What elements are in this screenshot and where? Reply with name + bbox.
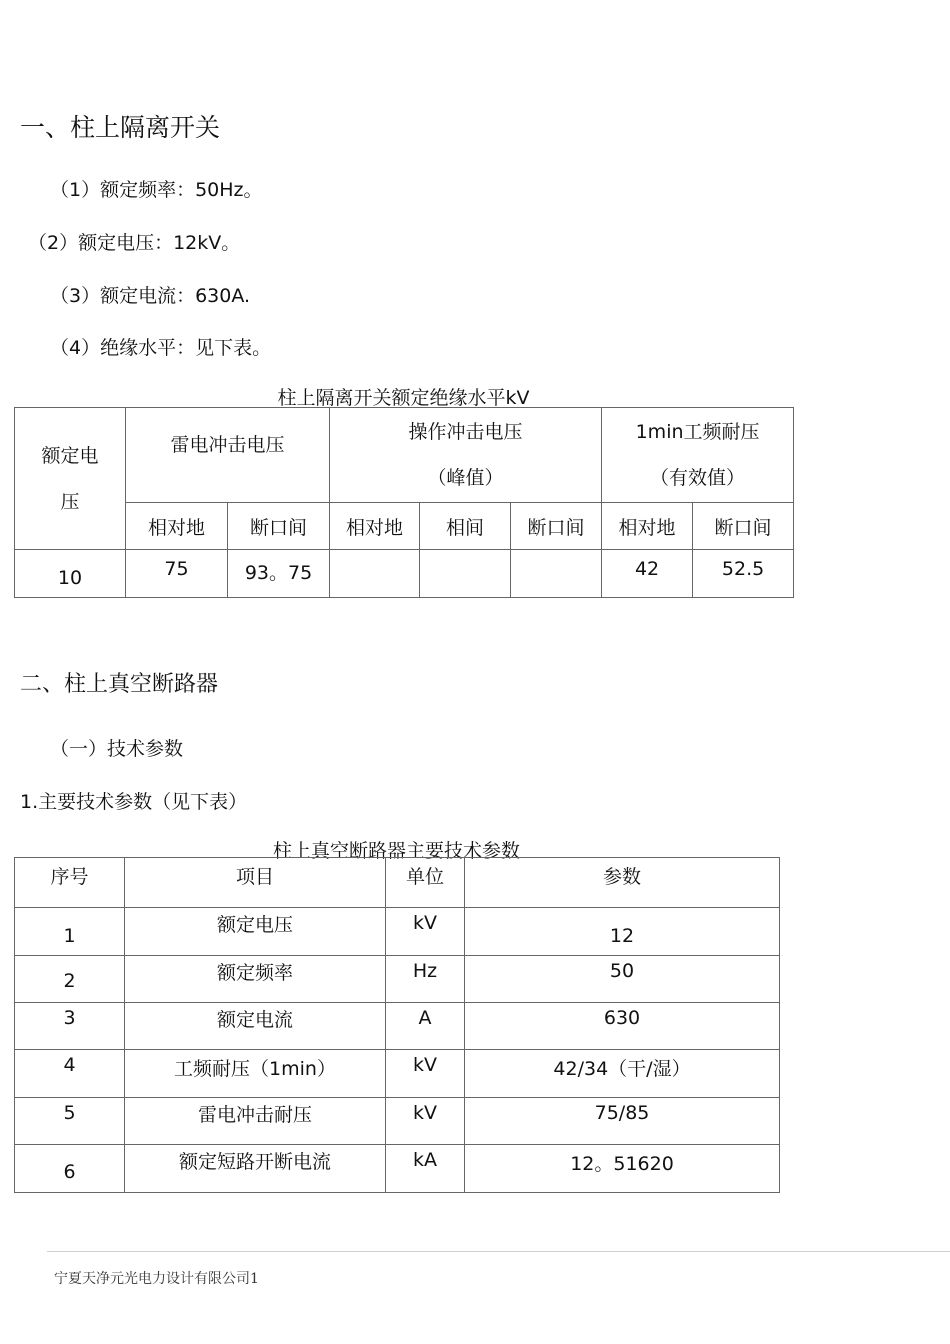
spec-item-voltage: （2）额定电压：12kV。 bbox=[28, 232, 241, 254]
table-cell: A bbox=[386, 1003, 465, 1050]
table-cell: 5 bbox=[15, 1098, 125, 1145]
table-cell: 42 bbox=[602, 550, 693, 598]
table-row bbox=[15, 1003, 780, 1050]
sub-header: 相间 bbox=[420, 503, 511, 550]
footer-divider bbox=[47, 1251, 950, 1252]
table-cell: kV bbox=[386, 1098, 465, 1145]
table-row bbox=[15, 956, 780, 1003]
section2-subtitle: （一）技术参数 bbox=[50, 738, 184, 760]
table-cell: 630 bbox=[465, 1003, 780, 1050]
table-cell: kV bbox=[386, 908, 465, 956]
sub-header: 断口间 bbox=[511, 503, 602, 550]
table-cell: 52.5 bbox=[693, 550, 794, 598]
table-cell: 12。51620 bbox=[465, 1145, 780, 1193]
table-cell: 75 bbox=[126, 550, 228, 598]
sub-header: 断口间 bbox=[693, 503, 794, 550]
table-cell: 1 bbox=[15, 908, 125, 956]
header-item: 项目 bbox=[125, 858, 386, 908]
table-cell: kV bbox=[386, 1050, 465, 1098]
table-cell: kA bbox=[386, 1145, 465, 1193]
table-row bbox=[15, 1098, 780, 1145]
table-row bbox=[15, 1145, 780, 1193]
table-cell: 工频耐压（1min） bbox=[125, 1050, 386, 1098]
table-cell: 75/85 bbox=[465, 1098, 780, 1145]
header-switching-line2: （峰值） bbox=[427, 467, 504, 489]
header-lightning-impulse: 雷电冲击电压 bbox=[126, 408, 330, 503]
header-power-frequency bbox=[602, 408, 794, 503]
table-cell: 10 bbox=[15, 550, 126, 598]
table-cell: 6 bbox=[15, 1145, 125, 1193]
table-cell: 3 bbox=[15, 1003, 125, 1050]
sub-header: 相对地 bbox=[126, 503, 228, 550]
insulation-level-table bbox=[14, 407, 794, 598]
header-switching-impulse bbox=[330, 408, 602, 503]
sub-header: 相对地 bbox=[602, 503, 693, 550]
table1-caption: 柱上隔离开关额定绝缘水平kV bbox=[277, 387, 530, 409]
table-row bbox=[15, 908, 780, 956]
table-cell: 额定电流 bbox=[125, 1003, 386, 1050]
table-cell: 93。75 bbox=[228, 550, 330, 598]
sub-header: 相对地 bbox=[330, 503, 420, 550]
table-cell: 50 bbox=[465, 956, 780, 1003]
spec-item-insulation: （4）绝缘水平：见下表。 bbox=[50, 337, 272, 359]
table-cell: 42/34（干/湿） bbox=[465, 1050, 780, 1098]
header-parameter: 参数 bbox=[465, 858, 780, 908]
table-cell: 额定电压 bbox=[125, 908, 386, 956]
header-power-frequency-line2: （有效值） bbox=[650, 467, 746, 489]
section2-item: 1.主要技术参数（见下表） bbox=[20, 791, 248, 813]
table-cell: Hz bbox=[386, 956, 465, 1003]
table-cell: 雷电冲击耐压 bbox=[125, 1098, 386, 1145]
table-cell: 2 bbox=[15, 956, 125, 1003]
spec-item-frequency: （1）额定频率：50Hz。 bbox=[50, 179, 263, 201]
header-power-frequency-line1: 1min工频耐压 bbox=[635, 421, 760, 443]
table-cell: 额定频率 bbox=[125, 956, 386, 1003]
header-unit: 单位 bbox=[386, 858, 465, 908]
table2-caption: 柱上真空断路器主要技术参数 bbox=[272, 840, 520, 862]
section2-title: 二、柱上真空断路器 bbox=[20, 672, 219, 697]
header-rated-voltage bbox=[15, 408, 126, 550]
table-cell bbox=[511, 550, 602, 598]
header-index: 序号 bbox=[15, 858, 125, 908]
header-rated-voltage-line2: 压 bbox=[60, 490, 80, 513]
table-row bbox=[15, 1050, 780, 1098]
table-cell bbox=[420, 550, 511, 598]
sub-header: 断口间 bbox=[228, 503, 330, 550]
breaker-parameters-table bbox=[14, 857, 780, 1193]
section1-title: 一、柱上隔离开关 bbox=[20, 113, 221, 142]
table-cell bbox=[330, 550, 420, 598]
footer-company: 宁夏天净元光电力设计有限公司1 bbox=[54, 1271, 259, 1287]
spec-item-current: （3）额定电流：630A. bbox=[50, 285, 251, 307]
table-cell: 12 bbox=[465, 908, 780, 956]
header-rated-voltage-line1: 额定电 bbox=[41, 444, 99, 467]
header-switching-line1: 操作冲击电压 bbox=[408, 421, 523, 443]
table-cell: 4 bbox=[15, 1050, 125, 1098]
table-cell: 额定短路开断电流 bbox=[125, 1145, 386, 1193]
